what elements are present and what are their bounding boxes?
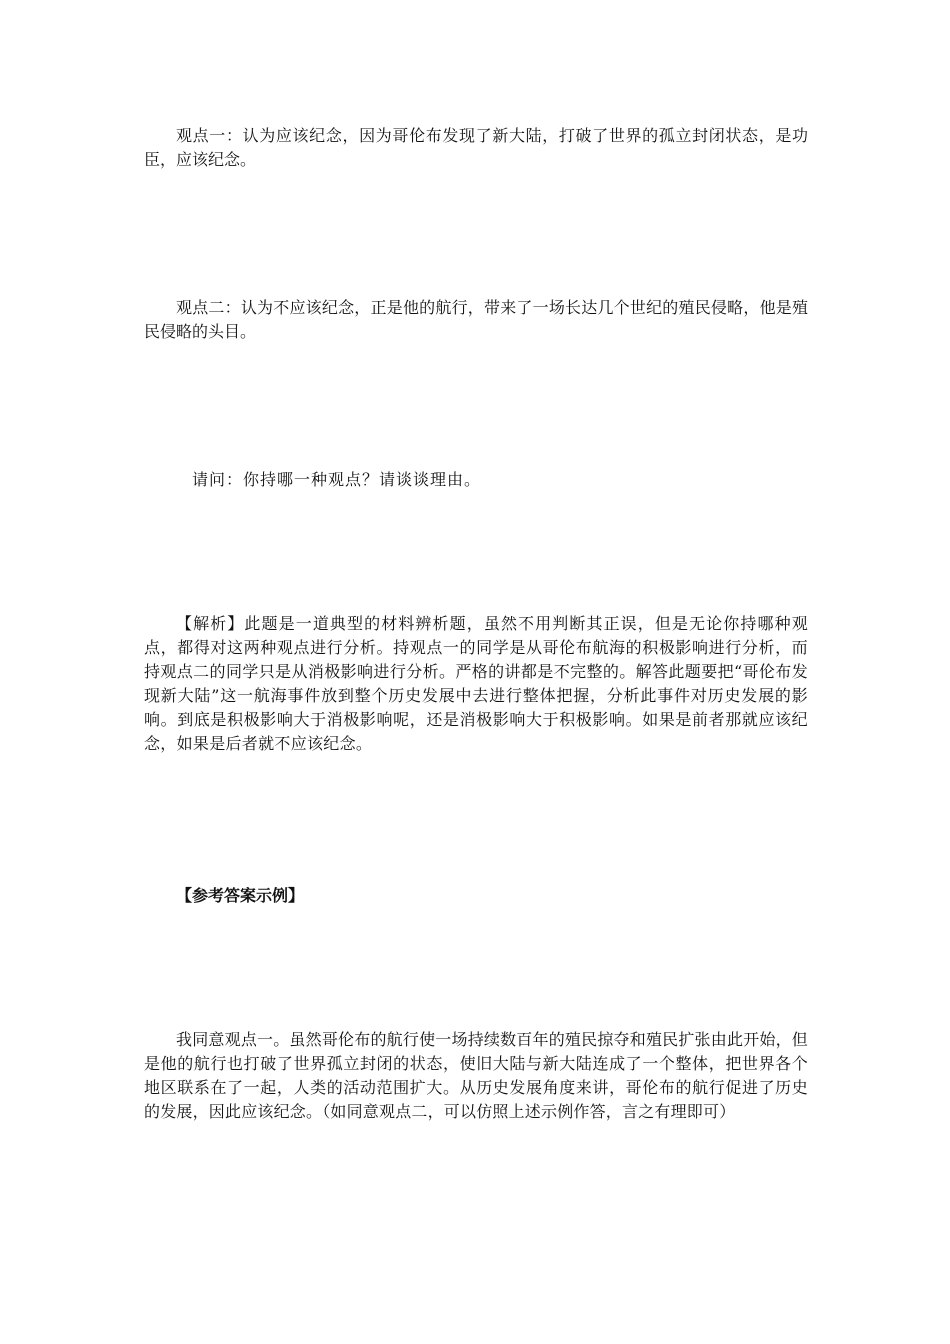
answer-heading: 【参考答案示例】 xyxy=(176,886,305,905)
question-paragraph: 请问：你持哪一种观点？请谈谈理由。 xyxy=(192,470,482,489)
answer-paragraph: 我同意观点一。虽然哥伦布的航行使一场持续数百年的殖民掠夺和殖民扩张由此开始，但是他的航行也打破了世界孤立封闭的状态，使旧大陆与新大陆连成了一个整体，把世界各个地区联系在了一起，人类的活动范围扩大。从历史发展角度来讲，哥伦布的航行促进了历史的发展，因此应该纪念。（如同意观点二，可以仿照上述示例作答，言之有理即可） xyxy=(144,1030,808,1121)
viewpoint-two-paragraph: 观点二：认为不应该纪念，正是他的航行，带来了一场长达几个世纪的殖民侵略，他是殖民侵略的头目。 xyxy=(144,298,808,341)
viewpoint-one-paragraph: 观点一：认为应该纪念，因为哥伦布发现了新大陆，打破了世界的孤立封闭状态，是功臣，应该纪念。 xyxy=(144,126,808,169)
analysis-paragraph: 【解析】此题是一道典型的材料辨析题，虽然不用判断其正误，但是无论你持哪种观点，都得对这两种观点进行分析。持观点一的同学是从哥伦布航海的积极影响进行分析，而持观点二的同学只是从消极影响进行分析。严格的讲都是不完整的。解答此题要把“哥伦布发现新大陆”这一航海事件放到整个历史发展中去进行整体把握，分析此事件对历史发展的影响。到底是积极影响大于消极影响呢，还是消极影响大于积极影响。如果是前者那就应该纪念，如果是后者就不应该纪念。 xyxy=(144,614,808,753)
